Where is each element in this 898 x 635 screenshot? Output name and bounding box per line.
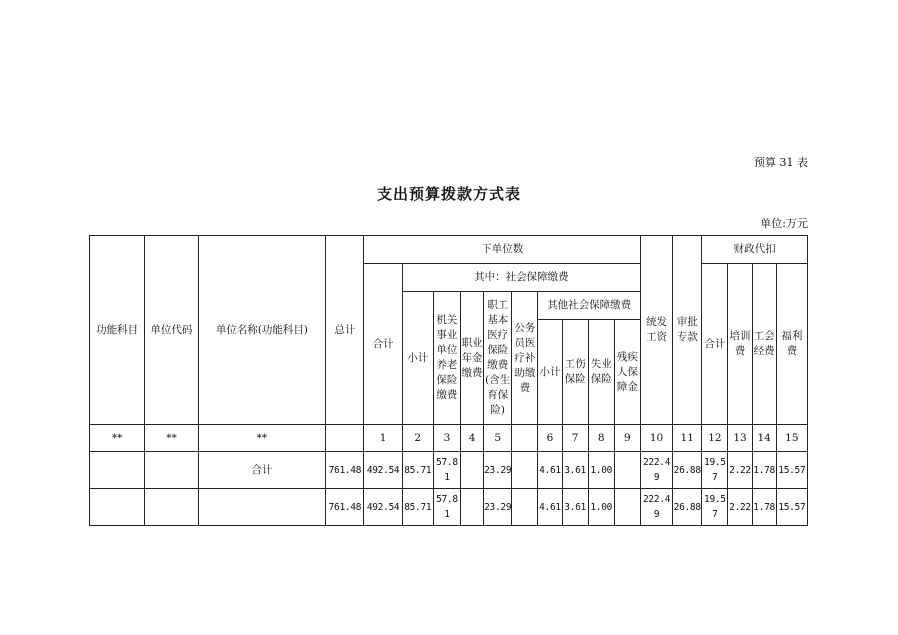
table-row (90, 489, 808, 526)
table-cell (614, 452, 640, 489)
table-cell (512, 425, 538, 452)
form-number: 预算 31 表 (754, 156, 808, 169)
page-title: 支出预算拨款方式表 (376, 185, 521, 203)
table-cell: 222.49 (640, 489, 672, 526)
table-cell: 1 (364, 425, 402, 452)
table-cell: ** (90, 425, 145, 452)
index-row (90, 425, 808, 452)
table-cell: 5 (484, 425, 512, 452)
table-cell (145, 489, 198, 526)
table-cell: 14 (752, 425, 776, 452)
table-cell: 26.88 (673, 452, 702, 489)
table-cell: 1.78 (752, 489, 776, 526)
header-unit-name: 单位名称(功能科目) (198, 236, 326, 425)
table-cell: 3.61 (562, 452, 588, 489)
table-cell: 4.61 (538, 452, 562, 489)
header-medical: 职工基本医疗保险缴费(含生育保险) (484, 292, 512, 425)
header-union: 工会经费 (752, 264, 776, 425)
header-lower-unit: 下单位数 (364, 236, 641, 264)
table-cell (145, 452, 198, 489)
table-cell: 19.57 (702, 452, 728, 489)
header-lower-subtotal: 合计 (364, 264, 402, 425)
table-cell (461, 489, 484, 526)
table-cell (614, 489, 640, 526)
header-approved-special: 审批专款 (673, 236, 702, 425)
header-of-which-social: 其中：社会保障缴费 (402, 264, 640, 292)
header-injury: 工伤保险 (562, 320, 588, 425)
table-cell: 23.29 (484, 452, 512, 489)
table-cell: 85.71 (402, 452, 433, 489)
table-cell (512, 489, 538, 526)
table-cell: 19.57 (702, 489, 728, 526)
table-cell: 4.61 (538, 489, 562, 526)
table-row (90, 452, 808, 489)
header-pension: 机关事业单位养老保险缴费 (433, 292, 460, 425)
header-unemployment: 失业保险 (588, 320, 614, 425)
table-cell: 10 (640, 425, 672, 452)
table-cell: 26.88 (673, 489, 702, 526)
header-welfare: 福利费 (776, 264, 807, 425)
table-cell (461, 452, 484, 489)
table-cell: 15.57 (776, 489, 807, 526)
header-fd-total: 合计 (702, 264, 728, 425)
header-annuity: 职业年金缴费 (461, 292, 484, 425)
table-cell: 57.81 (433, 489, 460, 526)
table-cell: 57.81 (433, 452, 460, 489)
table-cell (90, 452, 145, 489)
table-cell: 1.00 (588, 489, 614, 526)
header-other-social: 其他社会保障缴费 (538, 292, 641, 320)
table-cell: 15 (776, 425, 807, 452)
table-cell: 7 (562, 425, 588, 452)
table-cell: 761.48 (326, 452, 364, 489)
table-cell: 492.54 (364, 489, 402, 526)
table-cell: 1.00 (588, 452, 614, 489)
table-cell: 2 (402, 425, 433, 452)
table-cell: 492.54 (364, 452, 402, 489)
table-cell: 3.61 (562, 489, 588, 526)
table-cell: 9 (614, 425, 640, 452)
header-civil-medical: 公务员医疗补助缴费 (512, 292, 538, 425)
table-cell: 3 (433, 425, 460, 452)
header-unit-code: 单位代码 (145, 236, 198, 425)
table-cell: 11 (673, 425, 702, 452)
table-cell: 4 (461, 425, 484, 452)
table-cell (90, 489, 145, 526)
table-cell: 761.48 (326, 489, 364, 526)
table-cell: ** (198, 425, 326, 452)
header-finance-deduct: 财政代扣 (702, 236, 808, 264)
table-cell: 2.22 (728, 489, 752, 526)
table-cell (326, 425, 364, 452)
header-other-subtotal: 小计 (538, 320, 562, 425)
header-disabled: 残疾人保障金 (614, 320, 640, 425)
table-cell (198, 489, 326, 526)
table-cell: 23.29 (484, 489, 512, 526)
table-cell: 1.78 (752, 452, 776, 489)
header-total: 总计 (326, 236, 364, 425)
table-cell: 13 (728, 425, 752, 452)
table-cell: 6 (538, 425, 562, 452)
table-cell: 12 (702, 425, 728, 452)
table-cell: ** (145, 425, 198, 452)
table-cell: 8 (588, 425, 614, 452)
table-cell: 15.57 (776, 452, 807, 489)
header-unified-salary: 统发工资 (640, 236, 672, 425)
table-cell: 85.71 (402, 489, 433, 526)
header-social-subtotal: 小计 (402, 292, 433, 425)
header-func-subject: 功能科目 (90, 236, 145, 425)
budget-table (89, 235, 808, 526)
table-cell (512, 452, 538, 489)
header-training: 培训费 (728, 264, 752, 425)
table-cell: 222.49 (640, 452, 672, 489)
table-cell: 合计 (198, 452, 326, 489)
unit-label: 单位:万元 (760, 217, 808, 230)
table-cell: 2.22 (728, 452, 752, 489)
